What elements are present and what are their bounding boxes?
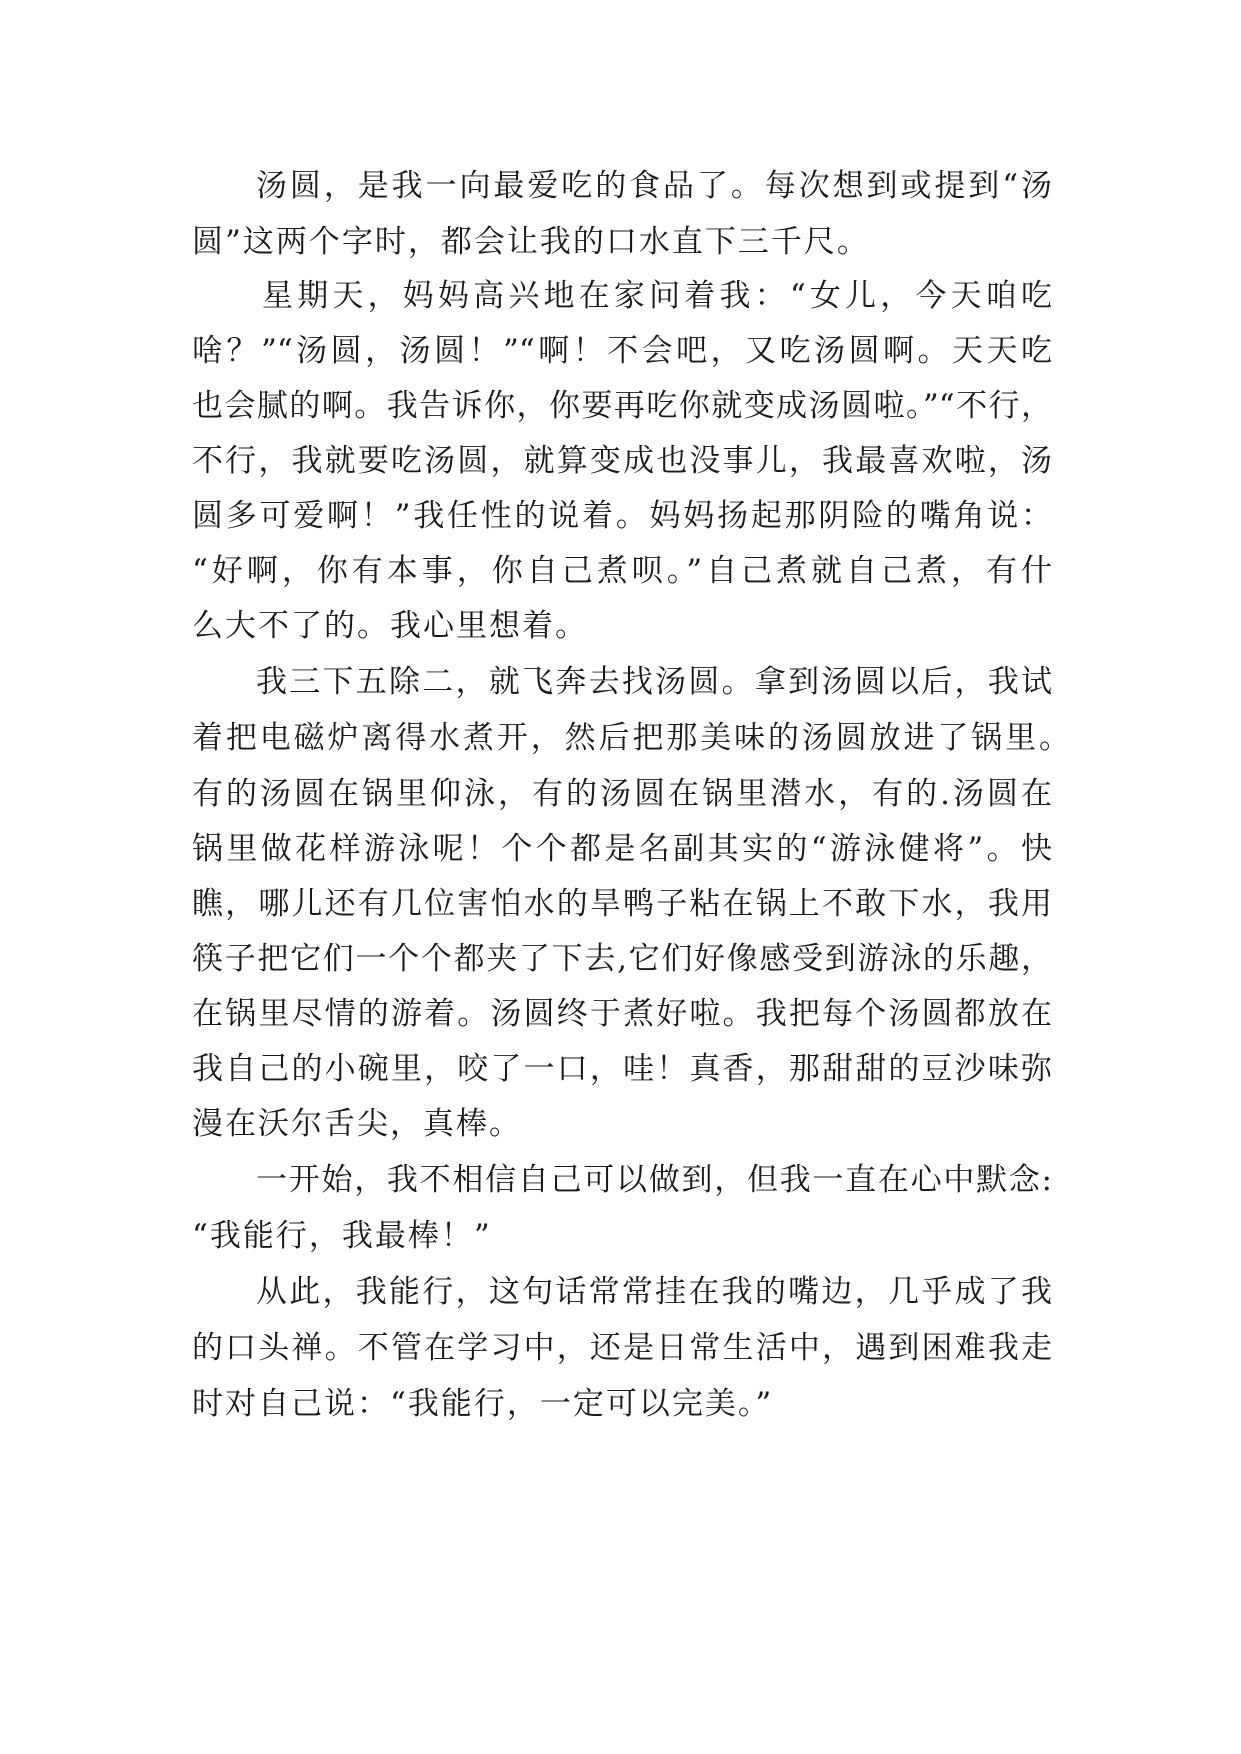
text-line: 有的汤圆在锅里仰泳，有的汤圆在锅里潜水，有的.汤圆在: [192, 776, 1052, 812]
text-line: 在锅里尽情的游着。汤圆终于煮好啦。我把每个汤圆都放在: [192, 996, 1052, 1032]
text-line: 啥？”“汤圆，汤圆！”“啊！不会吧，又吃汤圆啊。天天吃: [192, 333, 1052, 369]
text-line: 星期天，妈妈高兴地在家问着我：“女儿，今天咱吃: [262, 278, 1052, 314]
text-line: “我能行，我最棒！”: [192, 1218, 492, 1254]
text-line: 圆多可爱啊！”我任性的说着。妈妈扬起那阴险的嘴角说：: [192, 498, 1052, 534]
text-line: 我三下五除二，就飞奔去找汤圆。拿到汤圆以后，我试: [256, 664, 1052, 700]
text-line: 我自己的小碗里，咬了一口，哇！真香，那甜甜的豆沙味弥: [192, 1051, 1052, 1087]
text-line: 锅里做花样游泳呢！个个都是名副其实的“游泳健将”。快: [192, 831, 1052, 867]
text-line: 也会腻的啊。我告诉你，你要再吃你就变成汤圆啦。”“不行，: [192, 388, 1052, 424]
text-line: 不行，我就要吃汤圆，就算变成也没事儿，我最喜欢啦，汤: [192, 443, 1052, 479]
text-line: 一开始，我不相信自己可以做到，但我一直在心中默念:: [256, 1162, 1052, 1198]
text-line: 么大不了的。我心里想着。: [192, 608, 588, 644]
text-line: 从此，我能行，这句话常常挂在我的嘴边，几乎成了我: [256, 1274, 1052, 1310]
text-line: 着把电磁炉离得水煮开，然后把那美味的汤圆放进了锅里。: [192, 720, 1070, 756]
text-line: 漫在沃尔舌尖，真棒。: [192, 1106, 522, 1142]
text-line: 的口头禅。不管在学习中，还是日常生活中，遇到困难我走: [192, 1330, 1052, 1366]
text-line: 圆”这两个字时，都会让我的口水直下三千尺。: [192, 224, 870, 260]
text-line: 筷子把它们一个个都夹了下去,它们好像感受到游泳的乐趣，: [192, 941, 1052, 977]
text-line: 时对自己说：“我能行，一定可以完美。”: [192, 1386, 774, 1422]
text-line: 瞧，哪儿还有几位害怕水的旱鸭子粘在锅上不敢下水，我用: [192, 886, 1052, 922]
text-line: “好啊，你有本事，你自己煮呗。”自己煮就自己煮，有什: [192, 553, 1052, 589]
text-line: 汤圆，是我一向最爱吃的食品了。每次想到或提到“汤: [256, 168, 1052, 204]
